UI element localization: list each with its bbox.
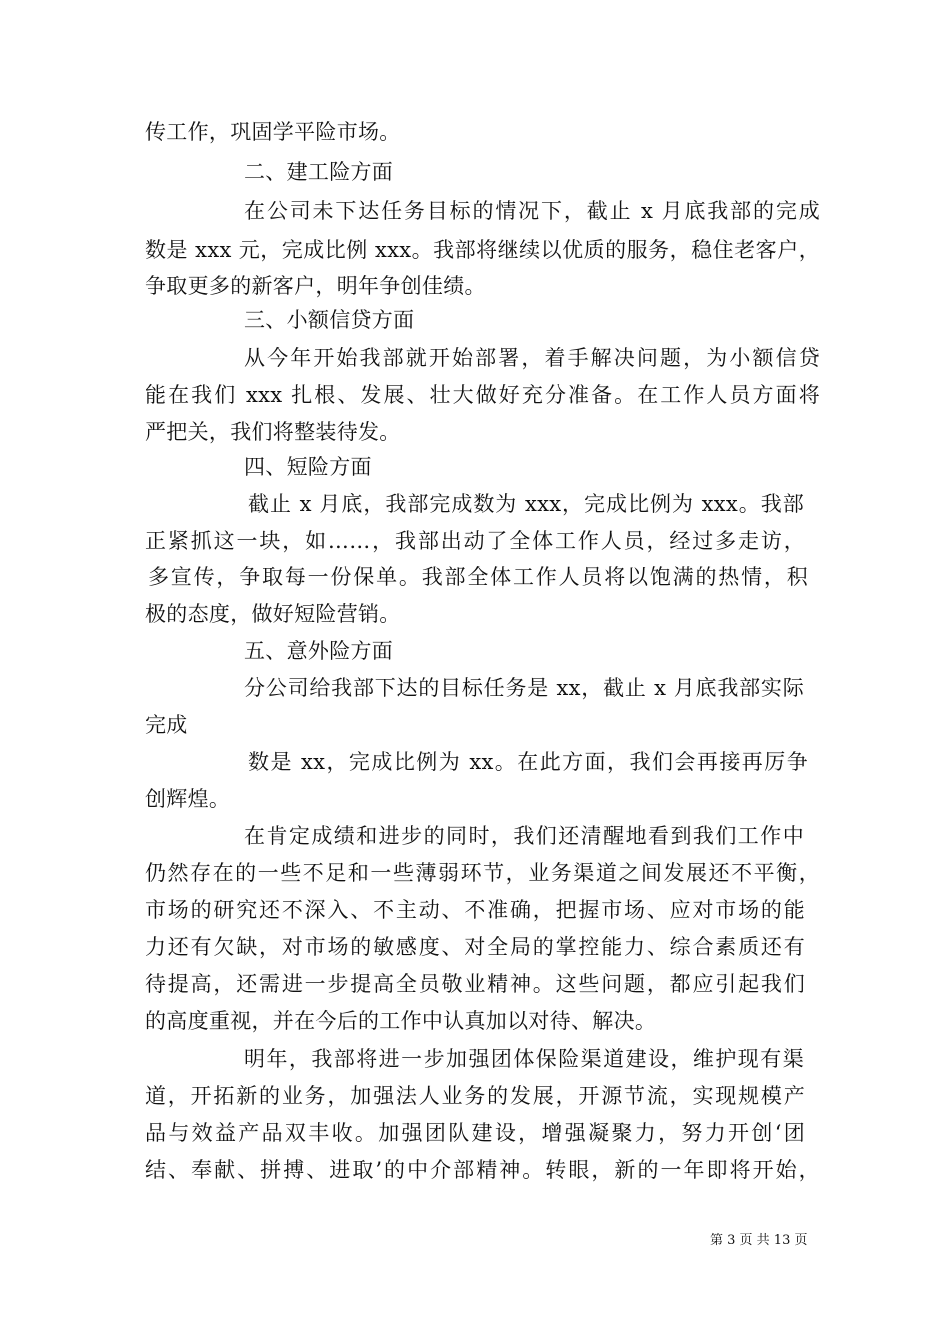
text-line: 市场的研究还不深入、不主动、不准确，把握市场、应对市场的能 [145, 898, 805, 922]
text-line: 明年，我部将进一步加强团体保险渠道建设，维护现有渠 [244, 1047, 804, 1071]
text-line: 力还有欠缺，对市场的敏感度、对全局的掌控能力、综合素质还有 [145, 935, 805, 959]
text-line: 能在我们 xxx 扎根、发展、壮大做好充分准备。在工作人员方面将 [145, 383, 820, 407]
text-line: 结、奉献、拼搏、进取’的中介部精神。转眼，新的一年即将开始， [145, 1158, 820, 1182]
text-line: 待提高，还需进一步提高全员敬业精神。这些问题，都应引起我们 [145, 972, 805, 996]
text-line: 争取更多的新客户，明年争创佳绩。 [145, 274, 486, 298]
section-heading: 四、短险方面 [244, 455, 372, 479]
page-number-footer: 第 3 页 共 13 页 [710, 1233, 808, 1248]
text-line: 道，开拓新的业务，加强法人业务的发展，开源节流，实现规模产 [145, 1084, 805, 1108]
section-heading: 二、建工险方面 [244, 160, 394, 184]
text-line: 从今年开始我部就开始部署，着手解决问题，为小额信贷 [244, 346, 820, 370]
text-line: 在公司未下达任务目标的情况下，截止 x 月底我部的完成 [244, 199, 820, 223]
text-line: 品与效益产品双丰收。加强团队建设，增强凝聚力，努力开创‘团 [145, 1121, 805, 1145]
text-line: 数是 xx，完成比例为 xx。在此方面，我们会再接再厉争 [248, 750, 808, 774]
text-line: 在肯定成绩和进步的同时，我们还清醒地看到我们工作中 [244, 824, 804, 848]
text-line: 数是 xxx 元，完成比例 xxx。我部将继续以优质的服务，稳住老客户， [145, 238, 820, 262]
text-line: 完成 [145, 713, 188, 737]
text-line: 创辉煌。 [145, 787, 231, 811]
text-line: 传工作，巩固学平险市场。 [145, 120, 401, 144]
text-line: 严把关，我们将整装待发。 [145, 420, 401, 444]
text-line: 极的态度，做好短险营销。 [145, 602, 401, 626]
text-line: 多宣传，争取每一份保单。我部全体工作人员将以饱满的热情，积 [148, 565, 808, 589]
text-line: 仍然存在的一些不足和一些薄弱环节，业务渠道之间发展还不平衡， [145, 861, 820, 885]
text-line: 分公司给我部下达的目标任务是 xx，截止 x 月底我部实际 [244, 676, 804, 700]
text-line: 的高度重视，并在今后的工作中认真加以对待、解决。 [145, 1009, 657, 1033]
section-heading: 三、小额信贷方面 [244, 308, 415, 332]
text-line: 正紧抓这一块，如……，我部出动了全体工作人员，经过多走访， [145, 529, 805, 553]
text-line: 截止 x 月底，我部完成数为 xxx，完成比例为 xxx。我部 [248, 492, 804, 516]
section-heading: 五、意外险方面 [244, 639, 394, 663]
